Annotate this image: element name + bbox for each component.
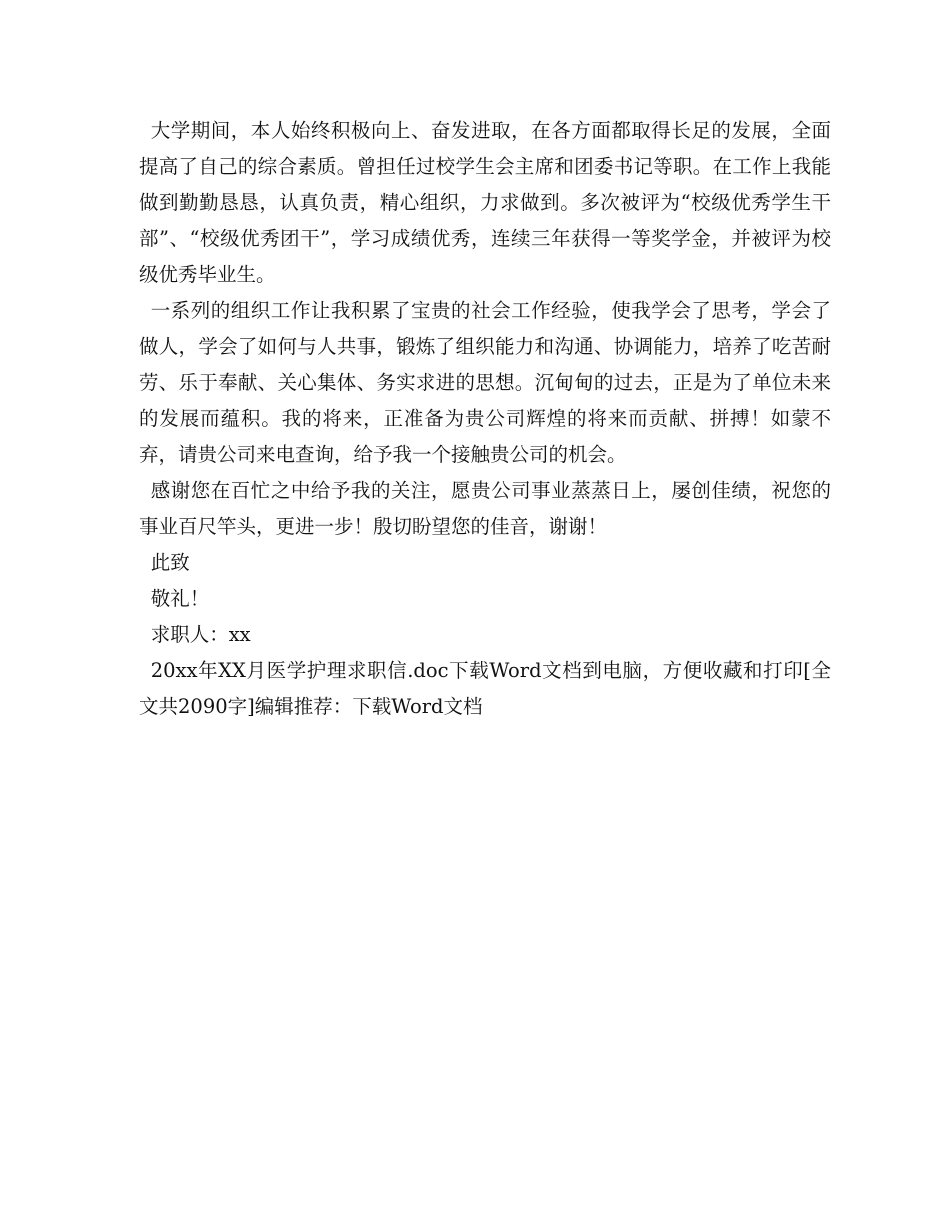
- paragraph-experience: 一系列的组织工作让我积累了宝贵的社会工作经验，使我学会了思考，学会了做人，学会了如何与人共事，锻炼了组织能力和沟通、协调能力，培养了吃苦耐劳、乐于奉献、关心集体、务实求进的思想。沉甸甸的过去，正是为了单位未来的发展而蕴积。我的将来，正准备为贵公司辉煌的将来而贡献、拼搏！如蒙不弃，请贵公司来电查询，给予我一个接触贵公司的机会。: [139, 299, 831, 466]
- signature-line: 求职人：xx: [150, 623, 251, 646]
- paragraph-thanks: 感谢您在百忙之中给予我的关注，愿贵公司事业蒸蒸日上，屡创佳绩，祝您的事业百尺竿头，更进一步！殷切盼望您的佳音，谢谢！: [139, 479, 831, 538]
- download-footer: 20xx年XX月医学护理求职信.doc下载Word文档到电脑，方便收藏和打印[全文共2090字]编辑推荐：下载Word文档: [139, 659, 831, 718]
- closing-line: 此致: [150, 551, 190, 574]
- document-body: [139, 113, 831, 725]
- paragraph-university: 大学期间，本人始终积极向上、奋发进取，在各方面都取得长足的发展，全面提高了自己的综合素质。曾担任过校学生会主席和团委书记等职。在工作上我能做到勤勤恳恳，认真负责，精心组织，力求做到。多次被评为“校级优秀学生干部”、“校级优秀团干”，学习成绩优秀，连续三年获得一等奖学金，并被评为校级优秀毕业生。: [139, 119, 831, 286]
- salute-line: 敬礼！: [150, 587, 210, 610]
